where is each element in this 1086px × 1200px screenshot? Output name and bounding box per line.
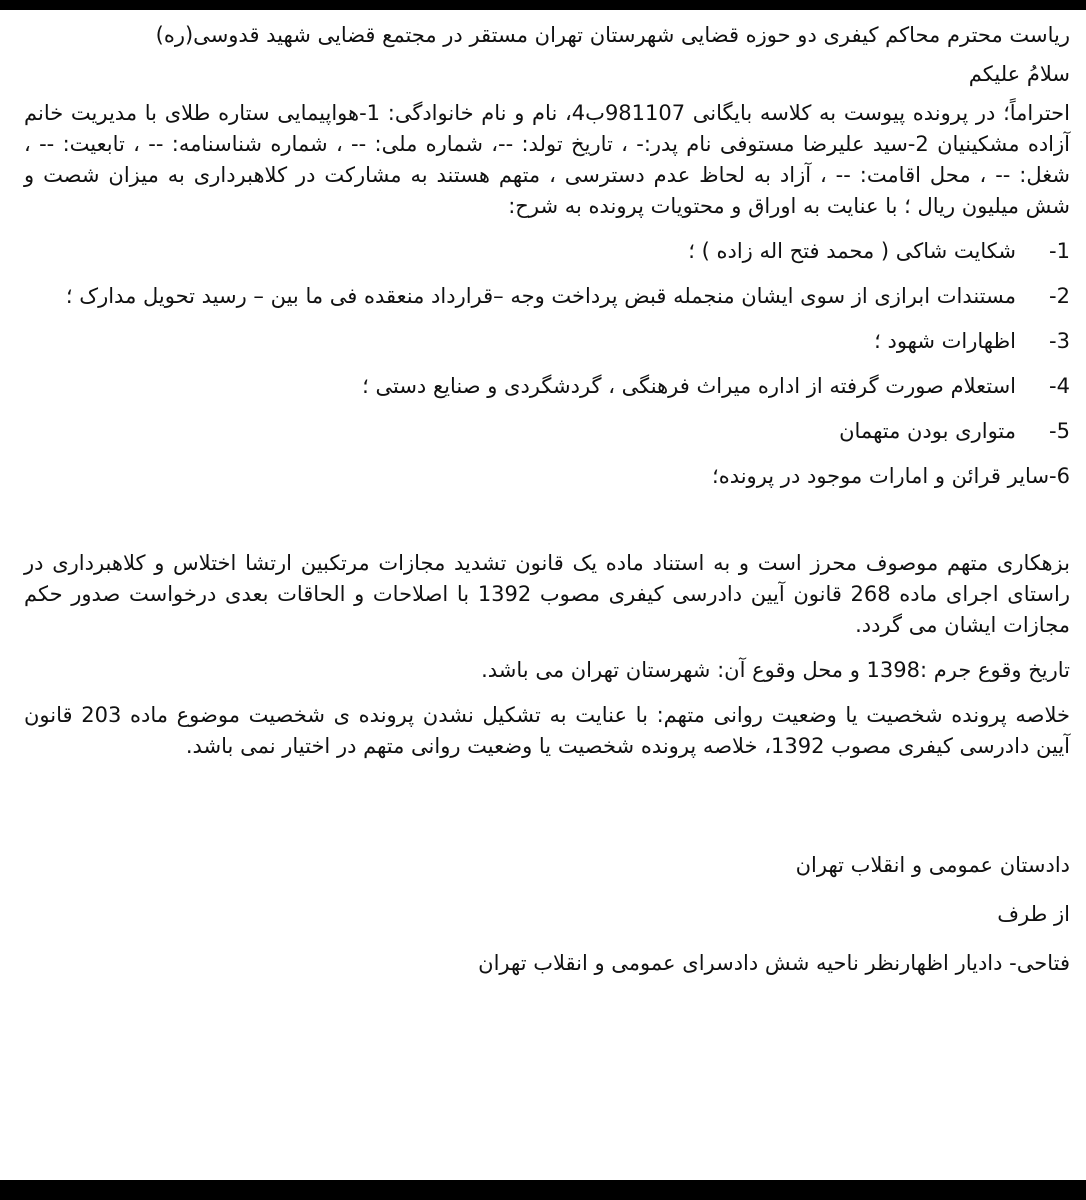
personality-summary-paragraph: خلاصه پرونده شخصیت یا وضعیت روانی متهم: با عنایت به تشکیل نشدن پرونده ی شخصیت موضوع ماده 203 قانون آیین دادرسی کیفری مصوب 1392، خلاصه پرونده شخصیت یا وضعیت روانی متهم در اختیار نمی باشد.: [24, 703, 1070, 758]
evidence-item: [24, 236, 1070, 267]
recipient-line: ریاست محترم محاکم کیفری دو حوزه قضایی شهرستان تهران مستقر در مجتمع قضایی شهید قدوسی(ره): [155, 23, 1070, 47]
blank-space: [24, 506, 1070, 548]
evidence-item: [24, 371, 1070, 402]
conclusion-paragraph: بزهکاری متهم موصوف محرز است و به استناد ماده یک قانون تشدید مجازات مرتکبین ارتشا اختلاس و کلاهبرداری در راستای اجرای ماده 268 قانون آیین دادرسی کیفری مصوب 1392 با اصلاحات و الحاقات بعدی درخواست صدور حکم مجازات ایشان می گردد.: [24, 551, 1070, 637]
evidence-text: متواری بودن متهمان: [839, 419, 1016, 443]
evidence-number: 4-: [1049, 374, 1070, 398]
evidence-number: 1-: [1049, 239, 1070, 263]
evidence-list: [24, 236, 1070, 447]
evidence-text: استعلام صورت گرفته از اداره میراث فرهنگی ، گردشگردی و صنایع دستی ؛: [362, 374, 1016, 398]
other-evidence: 6-سایر قرائن و امارات موجود در پرونده؛: [712, 464, 1070, 488]
evidence-text: شکایت شاکی ( محمد فتح اله زاده ) ؛: [688, 239, 1016, 263]
office-name: دادستان عمومی و انقلاب تهران: [795, 853, 1070, 877]
signature-block: [24, 850, 1070, 979]
evidence-item: [24, 326, 1070, 357]
intro-paragraph: احتراماً؛ در پرونده پیوست به کلاسه بایگانی 981107ب4، نام و نام خانوادگی: 1-هواپیمایی ستاره طلای با مدیریت خانم آزاده مشکینیان 2-سید علیرضا مستوفی نام پدر:- ، تاریخ تولد: --، شماره ملی: -- ، شماره شناسنامه: -- ، تابعیت: -- ، شغل: -- ، محل اقامت: -- ، آزاد به لحاظ عدم دسترسی ، متهم هستند به مشارکت در کلاهبرداری به میزان شصت و شش میلیون ریال ؛ با عنایت به اوراق و محتویات پرونده به شرح:: [24, 101, 1070, 218]
indictment-letter: [0, 10, 1086, 1180]
evidence-number: 5-: [1049, 419, 1070, 443]
on-behalf-label: از طرف: [997, 902, 1070, 926]
evidence-item: [24, 416, 1070, 447]
blank-space: [24, 776, 1070, 850]
evidence-number: 3-: [1049, 329, 1070, 353]
evidence-text: اظهارات شهود ؛: [874, 329, 1016, 353]
evidence-text: مستندات ابرازی از سوی ایشان منجمله قبض پرداخت وجه –قرارداد منعقده فی ما بین – رسید تحویل مدارک ؛: [65, 284, 1016, 308]
evidence-number: 2-: [1049, 284, 1070, 308]
evidence-item: [24, 281, 1070, 312]
greeting: سلامُ علیکم: [968, 62, 1070, 86]
crime-date-paragraph: تاریخ وقوع جرم :1398 و محل وقوع آن: شهرستان تهران می باشد.: [481, 658, 1070, 682]
signer-line: فتاحی- دادیار اظهارنظر ناحیه شش دادسرای عمومی و انقلاب تهران: [478, 951, 1070, 975]
